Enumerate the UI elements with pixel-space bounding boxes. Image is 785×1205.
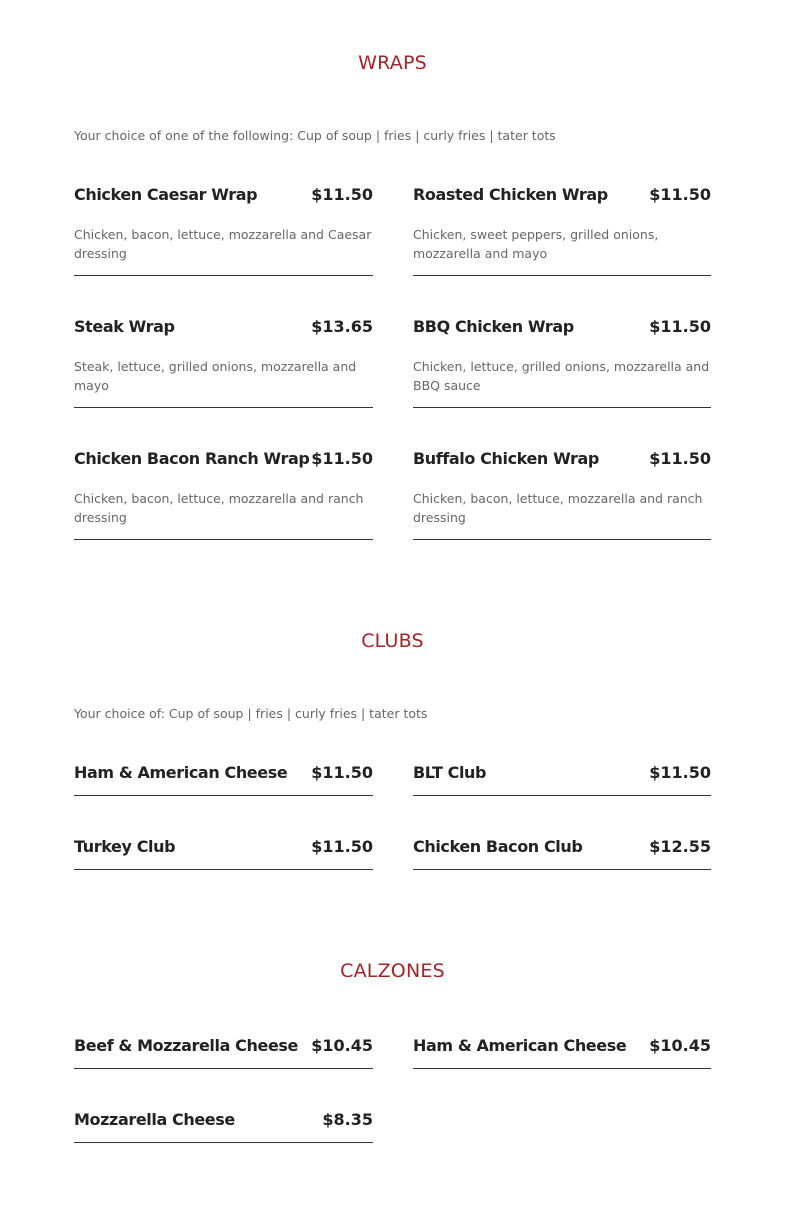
menu-item	[74, 763, 373, 796]
item-description: Chicken, bacon, lettuce, mozzarella and Caesar dressing	[74, 227, 372, 261]
clubs-note: Your choice of: Cup of soup | fries | curly fries | tater tots	[74, 706, 428, 721]
menu-item	[413, 763, 711, 796]
menu-item	[74, 185, 373, 276]
item-price: $11.50	[311, 837, 373, 856]
item-price: $8.35	[322, 1110, 373, 1129]
item-price: $13.65	[311, 317, 373, 336]
item-price: $11.50	[649, 763, 711, 782]
item-name: Steak Wrap	[74, 317, 175, 336]
calzones-title: CALZONES	[340, 960, 445, 982]
wraps-title: WRAPS	[358, 52, 427, 74]
menu-item	[413, 449, 711, 540]
menu-item	[74, 317, 373, 408]
menu-item	[74, 1110, 373, 1143]
menu-item	[74, 449, 373, 540]
item-name: Buffalo Chicken Wrap	[413, 449, 599, 468]
item-description: Chicken, bacon, lettuce, mozzarella and ranch dressing	[413, 491, 703, 525]
item-price: $11.50	[311, 449, 373, 468]
item-name: Turkey Club	[74, 837, 176, 856]
item-name: Ham & American Cheese	[74, 763, 288, 782]
menu-item	[74, 837, 373, 870]
wraps-note: Your choice of one of the following: Cup of soup | fries | curly fries | tater tots	[74, 128, 556, 143]
item-description: Chicken, bacon, lettuce, mozzarella and ranch dressing	[74, 491, 364, 525]
clubs-title: CLUBS	[361, 630, 424, 652]
menu-item	[413, 837, 711, 870]
item-price: $11.50	[649, 449, 711, 468]
item-price: $10.45	[311, 1036, 373, 1055]
item-name: Chicken Caesar Wrap	[74, 185, 258, 204]
item-price: $11.50	[649, 185, 711, 204]
item-price: $11.50	[649, 317, 711, 336]
item-name: Ham & American Cheese	[413, 1036, 627, 1055]
item-name: Chicken Bacon Ranch Wrap	[74, 449, 310, 468]
menu-item	[413, 1036, 711, 1069]
item-description: Steak, lettuce, grilled onions, mozzarella and mayo	[74, 359, 357, 393]
item-name: Beef & Mozzarella Cheese	[74, 1036, 298, 1055]
item-price: $10.45	[649, 1036, 711, 1055]
item-price: $11.50	[311, 763, 373, 782]
item-name: Roasted Chicken Wrap	[413, 185, 608, 204]
item-name: Chicken Bacon Club	[413, 837, 583, 856]
item-description: Chicken, sweet peppers, grilled onions, mozzarella and mayo	[413, 227, 659, 261]
item-name: BBQ Chicken Wrap	[413, 317, 574, 336]
item-name: BLT Club	[413, 763, 487, 782]
menu-item	[74, 1036, 373, 1069]
menu-item	[413, 185, 711, 276]
item-description: Chicken, lettuce, grilled onions, mozzarella and BBQ sauce	[413, 359, 710, 393]
item-price: $11.50	[311, 185, 373, 204]
item-price: $12.55	[649, 837, 711, 856]
item-name: Mozzarella Cheese	[74, 1110, 235, 1129]
menu-item	[413, 317, 711, 408]
